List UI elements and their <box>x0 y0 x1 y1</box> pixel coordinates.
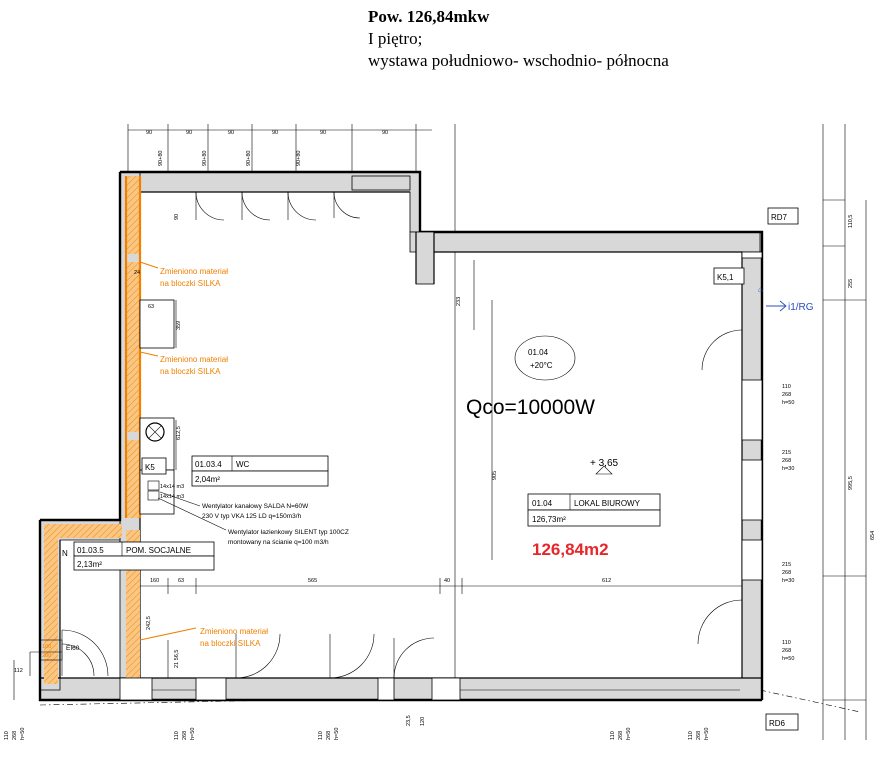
door-tag-right-3-b: 268 <box>782 648 792 654</box>
dimension-labels-bottom <box>146 578 611 668</box>
door-tag-bottom-1-c: h=50 <box>190 727 196 740</box>
dim-top-small-1: 90+80 <box>202 150 208 166</box>
grid-tag-k5 <box>142 458 166 474</box>
door-tag-right-3-a: 110 <box>782 640 791 646</box>
grid-tag-i1rg-marker: ⌂ <box>758 285 763 294</box>
door-tag-bottom-0-a: 110 <box>4 731 10 740</box>
note-3-line1: Zmieniono materiał <box>200 627 269 636</box>
dim-bottom-left-1: 242,5 <box>146 616 152 630</box>
equipment-note-1-line2: 230 V typ VKA 125 LD q=150m3/h <box>202 513 302 520</box>
door-tag-bottom-4-c: h=50 <box>704 727 710 740</box>
note-2-line1: Zmieniono materiał <box>160 355 229 364</box>
dim-top-4: 90 <box>320 130 327 136</box>
dim-top-small-0: 90+80 <box>158 150 164 166</box>
room-table-social-area: 2,13m² <box>77 560 102 569</box>
dim-bottom-left-2: 21 56,5 <box>174 649 180 668</box>
dim-right-2: 995,5 <box>848 476 854 490</box>
dim-top-3: 90 <box>272 130 279 136</box>
grid-tag-k51 <box>714 268 744 284</box>
dim-bottom-4: 612 <box>602 578 612 584</box>
door-tag-right-2-c: h=30 <box>782 578 795 584</box>
note-modified-material-2 <box>140 352 228 376</box>
north-marker-icon: N <box>62 549 68 558</box>
dim-left-5: 14x14 m3 <box>160 494 185 500</box>
dim-bottom-3: 40 <box>444 578 451 584</box>
door-tag-bottom-2-b: 268 <box>326 730 332 740</box>
door-tag-bottom-1-b: 268 <box>182 730 188 740</box>
grid-tag-i1rg-label: i1/RG <box>788 302 814 313</box>
grid-tag-k5-label: K5 <box>145 463 155 472</box>
area-label-red: 126,84m2 <box>532 540 609 559</box>
grid-tag-rd7 <box>768 208 798 224</box>
room-table-main-number: 01.04 <box>532 499 553 508</box>
door-tag-right-0-b: 268 <box>782 392 792 398</box>
door-tag-bottom-1-a: 110 <box>174 731 180 740</box>
door-tags-bottom <box>4 715 710 740</box>
door-tag-bottom-4-a: 110 <box>688 731 694 740</box>
room-table-main <box>528 494 660 526</box>
dim-left-1: 63 <box>148 304 155 310</box>
room-table-wc-area: 2,04m² <box>195 475 220 484</box>
note-3-line2: na bloczki SILKA <box>200 639 261 648</box>
dimension-labels-right <box>848 215 876 540</box>
dim-left-2: 359 <box>176 320 182 330</box>
dim-left-7: 233 <box>456 296 462 306</box>
dim-left-4: 14x14 m3 <box>160 484 185 490</box>
dim-right-3: 654 <box>870 530 876 540</box>
dim-left-3: 612,5 <box>176 426 182 440</box>
door-tag-bottom-extra: 23,5 <box>406 715 412 726</box>
grid-tag-rd6-label: RD6 <box>769 719 786 728</box>
door-tag-right-2-a: 215 <box>782 562 792 568</box>
level-mark <box>590 458 619 474</box>
door-tag-bottom-0-b: 268 <box>12 730 18 740</box>
dim-top-0: 90 <box>146 130 153 136</box>
dim-left-6: 905 <box>492 470 498 480</box>
stair-mark-top: 100 <box>42 644 52 650</box>
note-1-line1: Zmieniono materiał <box>160 267 229 276</box>
door-tag-bottom-3-b: 268 <box>618 730 624 740</box>
level-mark-value: + 3,65 <box>590 458 619 469</box>
door-tag-bottom-2-c: h=50 <box>334 727 340 740</box>
note-modified-material-3 <box>140 627 268 648</box>
door-tag-bottom-2-a: 110 <box>318 731 324 740</box>
door-tag-right-1-c: h=30 <box>782 466 795 472</box>
room-table-wc-number: 01.03.4 <box>195 460 222 469</box>
header-area-line: Pow. 126,84mkw <box>368 7 490 26</box>
room-table-social <box>74 542 214 570</box>
dim-top-1: 90 <box>186 130 193 136</box>
room-table-main-area: 126,73m² <box>532 515 566 524</box>
door-tag-bottom-4-b: 268 <box>696 730 702 740</box>
room-table-social-name: POM. SOCJALNE <box>126 546 191 555</box>
grid-tag-rd7-label: RD7 <box>771 213 788 222</box>
stair-ei60-symbol <box>14 630 108 676</box>
qco-label: Qco=10000W <box>466 396 595 419</box>
note-2-line2: na bloczki SILKA <box>160 367 221 376</box>
door-tag-bottom-0-c: h=50 <box>20 727 26 740</box>
door-tag-bottom-extra-2: 120 <box>420 716 426 726</box>
dim-right-0: 110,5 <box>848 214 854 228</box>
door-tag-right-1-b: 268 <box>782 458 792 464</box>
door-tag-right-2-b: 268 <box>782 570 792 576</box>
dim-left-extra: 90 <box>174 213 180 220</box>
dim-bottom-left-112: 112 <box>14 668 23 674</box>
door-tag-right-0-c: h=50 <box>782 400 795 406</box>
note-1-line2: na bloczki SILKA <box>160 279 221 288</box>
room-table-social-number: 01.03.5 <box>77 546 104 555</box>
door-tag-right-0-a: 110 <box>782 384 791 390</box>
dim-bottom-2: 565 <box>308 578 318 584</box>
room-table-main-name: LOKAL BIUROWY <box>574 499 640 508</box>
dim-bottom-0: 160 <box>150 578 160 584</box>
equipment-note-1-line1: Wentylator kanałowy SALDA N=60W <box>202 503 309 510</box>
equipment-note-2-line1: Wentylator łazienkowy SILENT typ 100CZ <box>228 529 349 536</box>
dim-top-small-3: 90+80 <box>296 150 302 166</box>
door-tag-bottom-3-c: h=50 <box>626 727 632 740</box>
header-floor-line: I piętro; <box>368 29 423 48</box>
ei60-label: EI60 <box>66 645 80 652</box>
note-modified-material-1 <box>140 262 228 288</box>
grid-tag-i1rg <box>758 285 814 313</box>
door-tag-right-3-c: h=50 <box>782 656 795 662</box>
door-tags-right <box>782 384 794 662</box>
grid-tag-rd6 <box>766 714 798 730</box>
equipment-note-2-line2: montowany na ścianie q=100 m3/h <box>228 539 329 546</box>
grid-tag-k51-label: K5,1 <box>717 273 734 282</box>
door-tag-right-1-a: 215 <box>782 450 792 456</box>
door-tag-bottom-3-a: 110 <box>610 731 616 740</box>
header-exposure-line: wystawa południowo- wschodnio- północna <box>368 51 669 70</box>
dim-right-1: 255 <box>848 278 854 288</box>
dim-top-small-2: 90+80 <box>246 150 252 166</box>
room-tag-0104 <box>515 336 575 380</box>
dim-left-0: 24 <box>134 270 141 276</box>
stair-mark-bottom: 200 <box>42 653 52 659</box>
dim-top-5: 90 <box>382 130 389 136</box>
room-table-wc <box>192 456 328 486</box>
room-tag-temp: +20°C <box>530 361 553 370</box>
dim-top-2: 90 <box>228 130 235 136</box>
room-tag-number: 01.04 <box>528 348 549 357</box>
room-table-wc-name: WC <box>236 460 250 469</box>
dim-bottom-1: 63 <box>178 578 185 584</box>
